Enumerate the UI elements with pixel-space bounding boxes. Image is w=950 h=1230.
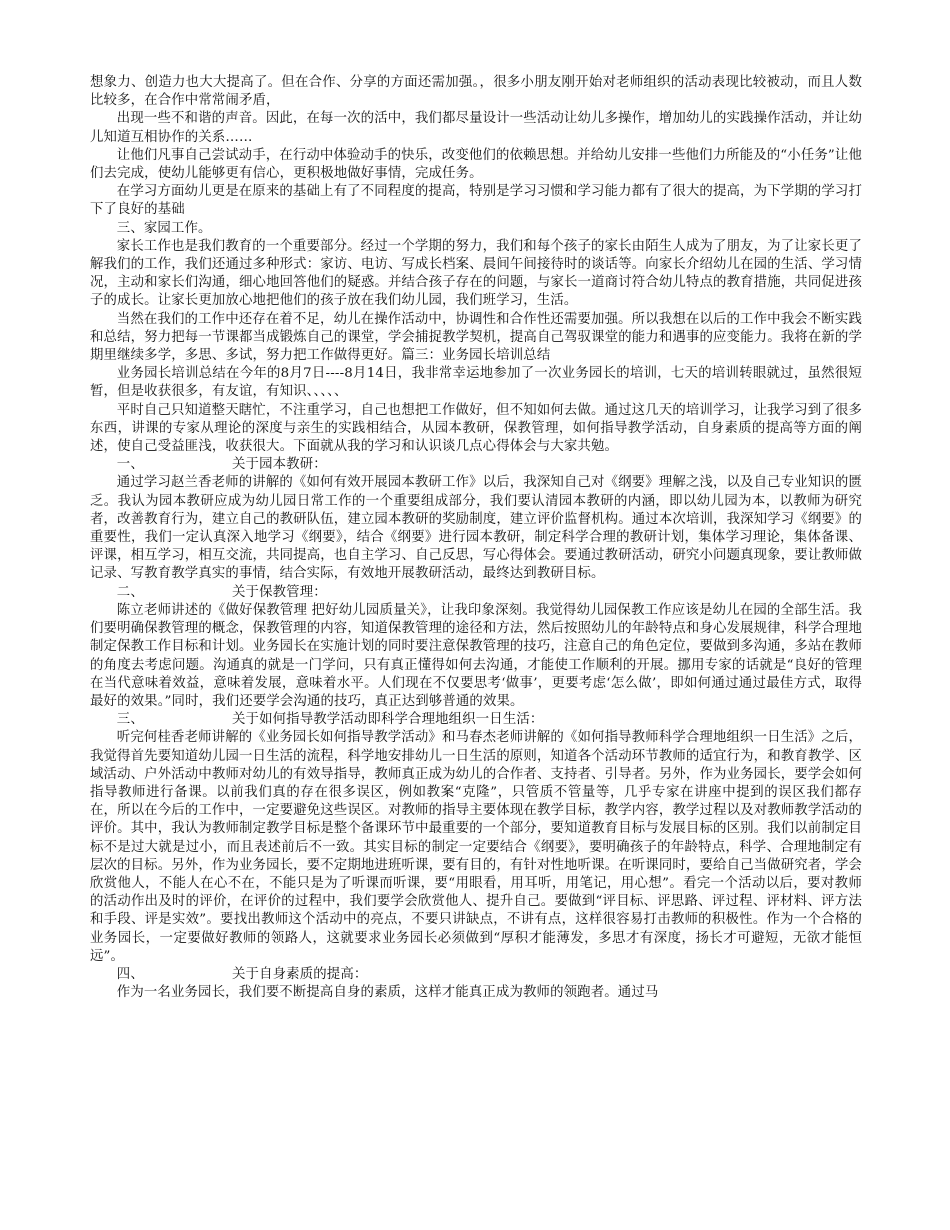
paragraph-1: 想象力、创造力也大大提高了。但在合作、分享的方面还需加强。，很多小朋友刚开始对老师组织的活动表现比较被动，而且人数比较多，在合作中常常闹矛盾， xyxy=(90,75,862,109)
paragraph-6: 家长工作也是我们教育的一个重要部分。经过一个学期的努力，我们和每个孩子的家长由陌生人成为了朋友，为了让家长更了解我们的工作，我们还通过多种形式：家访、电访、写成长档案、晨间午间接待时的谈话等。向家长介绍幼儿在园的生活、学习情况，主动和家长们沟通，细心地回答他们的疑惑。并结合孩子存在的问题，与家长一道商讨符合幼儿特点的教育措施，共同促进孩子的成长。让家长更加放心地把他们的孩子放在我们幼儿园，我们班学习，生活。 xyxy=(90,238,862,309)
section-heading-2: 二、 关于保教管理： xyxy=(116,584,327,600)
section-heading-home-school: 三、家园工作。 xyxy=(116,220,212,236)
paragraph-13: 陈立老师讲述的《做好保教管理 把好幼儿园质量关》，让我印象深刻。我觉得幼儿园保教工作应该是幼儿在园的全部生活。我们要明确保教管理的概念，保教管理的内容，知道保教管理的途径和方法，然后按照幼儿的年龄特点和身心发展规律，科学合理地制定保教工作目标和计划。业务园长在实施计划的同时要注意保教管理的技巧，注意自己的角色定位，要做到多沟通，多站在教师的角度去考虑问题。沟通真的就是一门学问，只有真正懂得如何去沟通，才能使工作顺利的开展。挪用专家的话就是“良好的管理在当代意味着效益，意味着发展，意味着水平。人们现在不仅要思考‘做事’，更要考虑‘怎么做’，即如何通过通过最佳方式，取得最好的效果。”同时，我们还要学会沟通的技巧，真正达到够普通的效果。 xyxy=(90,602,862,709)
paragraph-9: 平时自己只知道整天瞎忙，不注重学习，自己也想把工作做好，但不知如何去做。通过这几天的培训学习，让我学习到了很多东西，讲课的专家从理论的深度与亲生的实践相结合，从园本教研，保教管理，如何指导教学活动，自身素质的提高等方面的阐述，使自己受益匪浅，收获很大。下面就从我的学习和认识谈几点心得体会与大家共勉。 xyxy=(90,402,862,455)
paragraph-7: 当然在我们的工作中还存在着不足，幼儿在操作活动中，协调性和合作性还需要加强。所以我想在以后的工作中我会不断实践和总结，努力把每一节课都当成锻炼自己的课堂，学会捕捉教学契机，提高自己驾驭课堂的能力和遇事的应变能力。我将在新的学期里继续多学，多思、多试，努力把工作做得更好。篇三：业务园长培训总结 xyxy=(90,311,862,364)
paragraph-8: 业务园长培训总结在今年的8月7日----8月14日，我非常幸运地参加了一次业务园长的培训，七天的培训转眼就过，虽然很短暂，但是收获很多，有友谊，有知识、、、、、 xyxy=(90,366,862,400)
paragraph-2: 出现一些不和谐的声音。因此，在每一次的活中，我们都尽量设计一些活动让幼儿多操作，增加幼儿的实践操作活动，并让幼儿知道互相协作的关系…… xyxy=(90,111,862,145)
paragraph-4: 在学习方面幼儿更是在原来的基础上有了不同程度的提高，特别是学习习惯和学习能力都有了很大的提高，为下学期的学习打下了良好的基础 xyxy=(90,184,862,218)
section-heading-4: 四、 关于自身素质的提高： xyxy=(116,966,368,982)
section-heading-1: 一、 关于园本教研： xyxy=(116,457,327,473)
paragraph-3: 让他们凡事自己尝试动手，在行动中体验动手的快乐，改变他们的依赖思想。并给幼儿安排一些他们力所能及的“小任务”让他们去完成，使幼儿能够更有信心，更积极地做好事情，完成任务。 xyxy=(90,147,862,182)
paragraph-15: 听完何桂香老师讲解的《业务园长如何指导教学活动》和马春杰老师讲解的《如何指导教师科学合理地组织一日生活》之后，我觉得首先要知道幼儿园一日生活的流程，科学地安排幼儿一日生活的原则，知道各个活动环节教师的适宜行为，和教育教学、区域活动、户外活动中教师对幼儿的有效导指导，教师真正成为幼儿的合作者、支持者、引导者。另外，作为业务园长，要学会如何指导教师进行备课。以前我们真的存在很多误区，例如教案“克隆”，只管质不管量等，几乎专家在讲座中提到的误区我们都存在，所以在今后的工作中，一定要避免这些误区。对教师的指导主要体现在教学目标，教学内容，教学过程以及对教师教学活动的评价。其中，我认为教师制定教学目标是整个备课环节中最重要的一个部分，要知道教育目标与发展目标的区别。我们以前制定目标不是过大就是过小，而且表述前后不一致。其实目标的制定一定要结合《纲要》，要明确孩子的年龄特点，科学、合理地制定有层次的目标。另外，作为业务园长，要不定期地进班听课，要有目的，有针对性地听课。在听课同时，要给自己当做研究者，学会欣赏他人，不能人在心不在，不能只是为了听课而听课，要“用眼看，用耳听，用笔记，用心想”。看完一个活动以后，要对教师的活动作出及时的评价，在评价的过程中，我们要学会欣赏他人、提升自己。要做到“评目标、评思路、评过程、评材料、评方法和手段、评是实效”。要找出教师这个活动中的亮点，不要只讲缺点，不讲有点，这样很容易打击教师的积极性。作为一个合格的业务园长，一定要做好教师的领路人，这就要求业务园长必须做到“厚积才能薄发，多思才有深度，扬长才可避短，无欲才能恒远”。 xyxy=(90,730,862,964)
paragraph-11: 通过学习赵兰香老师的讲解的《如何有效开展园本教研工作》以后，我深知自己对《纲要》理解之浅，以及自己专业知识的匮乏。我认为园本教研应成为幼儿园日常工作的一个重要组成部分，我们要认清园本教研的内涵，即以幼儿园为本，以教师为研究者，改善教育行为，建立自己的教研队伍，建立园本教研的奖励制度，建立评价监督机构。通过本次培训，我深知学习《纲要》的重要性，我们一定认真深入地学习《纲要》，结合《纲要》进行园本教研，制定科学合理的教研计划，集体学习理论，集体备课、评课，相互学习，相互交流，共同提高，也自主学习、自己反思，写心得体会。要通过教研活动，研究小问题真现象，要让教师做记录、写教育教学真实的事情，结合实际，有效地开展教研活动，最终达到教研目标。 xyxy=(90,475,862,582)
paragraph-17: 作为一名业务园长，我们要不断提高自身的素质，这样才能真正成为教师的领跑者。通过马 xyxy=(116,985,659,1001)
section-heading-3: 三、 关于如何指导教学活动即科学合理地组织一日生活： xyxy=(116,712,544,728)
